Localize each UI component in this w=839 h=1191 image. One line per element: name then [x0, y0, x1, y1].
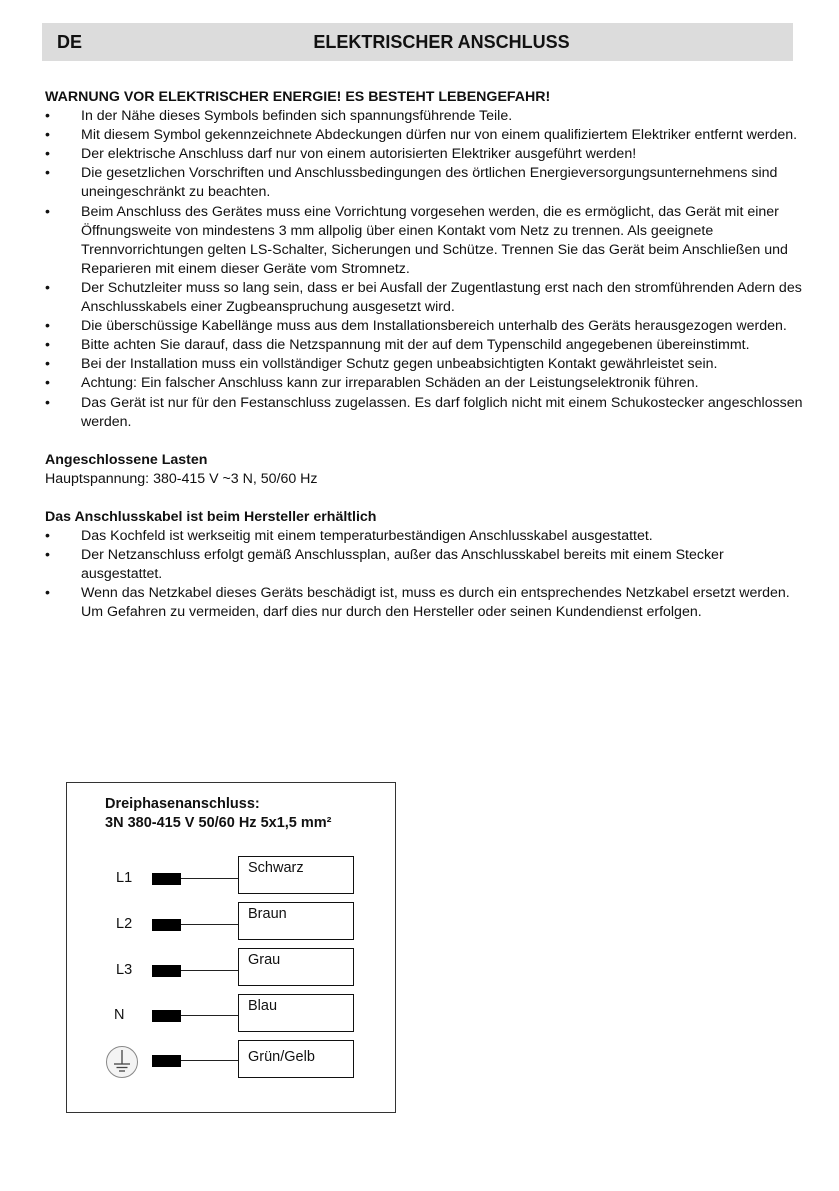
diagram-title: [105, 795, 332, 833]
terminal-label: L3: [116, 962, 133, 978]
cable-heading: Das Anschlusskabel ist beim Hersteller erhältlich: [45, 508, 377, 525]
warning-list: [45, 107, 805, 432]
terminal-plug: [152, 873, 181, 885]
diagram-title-line1: Dreiphasenanschluss:: [105, 796, 260, 812]
terminal-plug: [152, 1010, 181, 1022]
wire-line: [181, 924, 238, 925]
wire-line: [181, 1015, 238, 1016]
list-item: • Achtung: Ein falscher Anschluss kann zur irreparablen Schäden an der Leistungselektronik führen.: [45, 374, 805, 393]
list-item: • Der elektrische Anschluss darf nur von einem autorisierten Elektriker ausgeführt werden!: [45, 145, 805, 164]
ground-icon: [105, 1045, 139, 1079]
list-item: • Mit diesem Symbol gekennzeichnete Abdeckungen dürfen nur von einem qualifiziertem Elektriker entfernt werden.: [45, 126, 805, 145]
list-item: • In der Nähe dieses Symbols befinden sich spannungsführende Teile.: [45, 107, 805, 126]
page-title: ELEKTRISCHER ANSCHLUSS: [313, 32, 570, 52]
list-item: • Das Gerät ist nur für den Festanschluss zugelassen. Es darf folglich nicht mit einem Schukostecker angeschlossen werden.: [45, 394, 805, 432]
wire-color-box: Schwarz: [238, 856, 354, 894]
terminal-label: N: [114, 1007, 125, 1023]
terminal-plug: [152, 919, 181, 931]
wire-color-box: Grau: [238, 948, 354, 986]
wire-color-box: Blau: [238, 994, 354, 1032]
loads-heading: Angeschlossene Lasten: [45, 451, 208, 468]
list-item: • Wenn das Netzkabel dieses Geräts beschädigt ist, muss es durch ein entsprechendes Netzkabel ersetzt werden. Um Gefahren zu vermeiden, darf dies nur durch den Hersteller oder seinen Kundendienst erfolgen.: [45, 584, 805, 622]
terminal-plug: [152, 1055, 181, 1067]
main-content: [45, 88, 805, 622]
list-item: • Der Netzanschluss erfolgt gemäß Anschlussplan, außer das Anschlusskabel bereits mit einem Stecker ausgestattet.: [45, 546, 805, 584]
terminal-plug: [152, 965, 181, 977]
list-item: • Das Kochfeld ist werkseitig mit einem temperaturbeständigen Anschlusskabel ausgestattet.: [45, 527, 805, 546]
list-item: • Die gesetzlichen Vorschriften und Anschlussbedingungen des örtlichen Energieversorgungsunternehmens sind uneingeschränkt zu beachten.: [45, 164, 805, 202]
wire-color-box: Grün/Gelb: [238, 1040, 354, 1078]
page-header: [42, 23, 793, 61]
loads-text: Hauptspannung: 380-415 V ~3 N, 50/60 Hz: [45, 470, 318, 487]
list-item: • Bitte achten Sie darauf, dass die Netzspannung mit der auf dem Typenschild angegebenen übereinstimmt.: [45, 336, 805, 355]
list-item: • Der Schutzleiter muss so lang sein, dass er bei Ausfall der Zugentlastung erst nach den stromführenden Adern des Anschlusskabels einer Zugbeanspruchung ausgesetzt wird.: [45, 279, 805, 317]
list-item: • Bei der Installation muss ein vollständiger Schutz gegen unbeabsichtigten Kontakt gewährleistet sein.: [45, 355, 805, 374]
wiring-diagram: [66, 782, 396, 1113]
wire-color-box: Braun: [238, 902, 354, 940]
language-code: DE: [57, 32, 83, 52]
wire-line: [181, 970, 238, 971]
warning-heading: WARNUNG VOR ELEKTRISCHER ENERGIE! ES BESTEHT LEBENGEFAHR!: [45, 89, 551, 105]
wire-line: [181, 1060, 238, 1061]
terminal-label: L1: [116, 870, 133, 886]
cable-list: [45, 527, 805, 622]
terminal-label: L2: [116, 916, 133, 932]
list-item: • Beim Anschluss des Gerätes muss eine Vorrichtung vorgesehen werden, die es ermöglicht, das Gerät mit einer Öffnungsweite von mindestens 3 mm allpolig über einen Kontakt vom Netz zu trennen. Als geeignete Trennvorrichtungen gelten LS-Schalter, Sicherungen und Schütze. Trennen Sie das Gerät beim Anschließen und Reparieren mit einem dieser Geräte vom Stromnetz.: [45, 203, 805, 279]
diagram-title-line2: 3N 380-415 V 50/60 Hz 5x1,5 mm²: [105, 815, 332, 831]
list-item: • Die überschüssige Kabellänge muss aus dem Installationsbereich unterhalb des Geräts herausgezogen werden.: [45, 317, 805, 336]
wire-line: [181, 878, 238, 879]
